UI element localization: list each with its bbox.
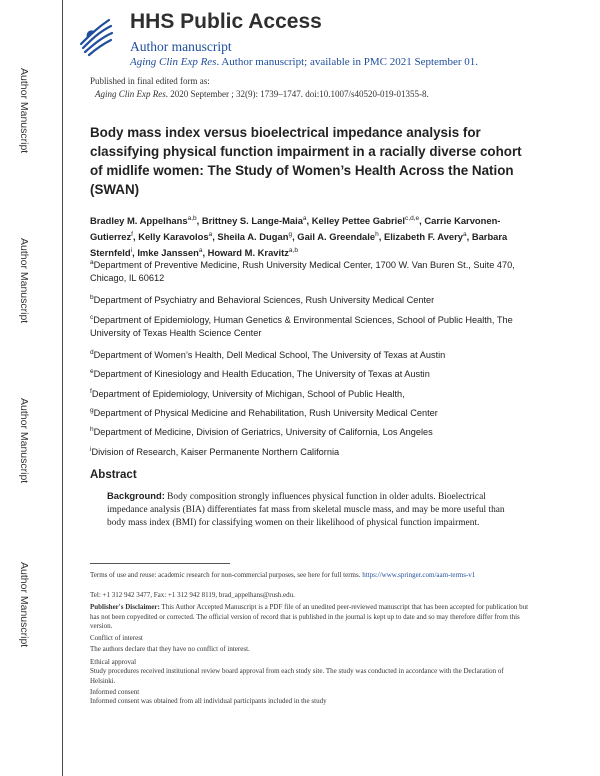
affiliation-g: $^g$Department of Physical Medicine and Rehabilitation, Rush University Medical Center <box>90 407 438 419</box>
footnote-consent-label: Informed consent <box>90 688 140 696</box>
article-title: Body mass index versus bioelectrical impedance analysis for classifying physical function impairment in a racially diverse cohort of midlife women: The Study of Women’s Health Across the Nation (SWAN) <box>90 125 522 197</box>
footnote-ethics-text: Study procedures received institutional review board approval from each study site. The study was conducted in accordance with the Declaration of Helsinki. <box>90 667 504 685</box>
published-citation: Aging Clin Exp Res. 2020 September ; 32(9): 1739–1747. doi:10.1007/s40520-019-01355-8. <box>95 89 429 99</box>
footnote-consent-text: Informed consent was obtained from all individual participants included in the study <box>90 697 327 705</box>
footnote-coi-label: Conflict of interest <box>90 634 143 642</box>
footnote-ethics-label: Ethical approval <box>90 658 137 666</box>
terms-link[interactable]: https://www.springer.com/aam-terms-v1 <box>362 571 476 579</box>
affiliation-f: $^f$Department of Epidemiology, University of Michigan, School of Public Health, <box>90 388 405 400</box>
author-list: Bradley M. Appelhans$^{a,b}$, Brittney S. Lange-Maia$^a$, Kelley Pettee Gabriel$^{c,d,e}$, Carrie Karvonen-Gutierrez$^f$, Kelly Karavolos$^a$, Sheila A. Dugan$^g$, Gail A. Greendale$^h$, Elizabeth F. Avery$^a$, Barbara Sternfeld$^i$, Imke Janssen$^a$, Howard M. Kravitz$^{a,b}$ <box>90 215 508 259</box>
published-label: Published in final edited form as: <box>90 76 210 86</box>
affiliation-i: $^i$Division of Research, Kaiser Permanente Northern California <box>90 446 340 458</box>
affiliation-h: $^h$Department of Medicine, Division of Geriatrics, University of California, Los Angeles <box>90 426 433 438</box>
footnote-terms: Terms of use and reuse: academic research for non-commercial purposes, see here for full terms. https://www.springer.com/aam-terms-v1 <box>90 571 476 579</box>
footnote-coi-text: The authors declare that they have no conflict of interest. <box>90 645 250 653</box>
footnote-contact: Tel: +1 312 942 3477, Fax: +1 312 942 8119, brad_appelhans@rush.edu. <box>90 591 295 599</box>
affiliation-a: $^a$Department of Preventive Medicine, Rush University Medical Center, 1700 W. Van Buren St., Suite 470, Chicago, IL 60612 <box>90 259 515 284</box>
footnote-rule <box>90 563 230 564</box>
header-availability: Aging Clin Exp Res. Author manuscript; available in PMC 2021 September 01. <box>130 56 478 68</box>
header-title: HHS Public Access <box>130 10 322 33</box>
affiliation-c: $^c$Department of Epidemiology, Human Genetics & Environmental Sciences, School of Public Health, The University of Texas Health Science Center <box>90 314 513 339</box>
affiliation-b: $^b$Department of Psychiatry and Behavioral Sciences, Rush University Medical Center <box>90 294 435 306</box>
abstract-heading: Abstract <box>90 469 137 481</box>
affiliation-d: $^d$Department of Women’s Health, Dell Medical School, The University of Texas at Austin <box>90 349 446 361</box>
footnote-disclaimer: Publisher's Disclaimer: This Author Accepted Manuscript is a PDF file of an unedited peer-reviewed manuscript that has been accepted for publication but has not been copyedited or corrected. The official version of record that is published in the journal is kept up to date and so may therefore differ from this version. <box>90 603 529 630</box>
abstract-background: Background: Body composition strongly influences physical function in older adults. Bioelectrical impedance analysis (BIA) differentiates fat mass from skeletal muscle mass, and may be more useful than body mass index (BMI) for classifying women on their likelihood of physical function impairment. <box>107 490 505 528</box>
header-subtitle: Author manuscript <box>130 39 232 54</box>
hhs-eagle-logo-icon <box>75 14 115 58</box>
margin-rule <box>62 0 63 776</box>
affiliation-e: $^e$Department of Kinesiology and Health Education, The University of Texas at Austin <box>90 368 430 380</box>
